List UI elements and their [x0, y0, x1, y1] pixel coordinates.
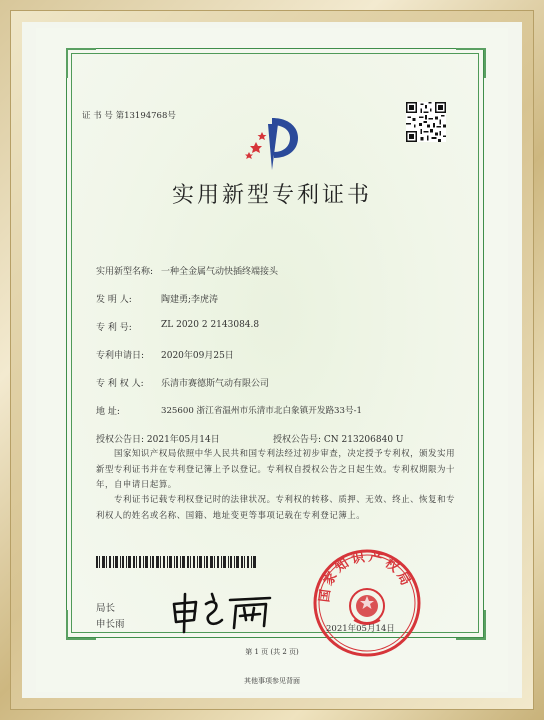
corner-ornament [66, 48, 96, 78]
qr-code-icon [406, 102, 446, 142]
certificate-title: 实用新型专利证书 [171, 183, 372, 208]
grant-number: 授权公告号: CN 213206840 U [273, 435, 404, 445]
grant-date: 授权公告日: 2021年05月14日 [96, 435, 220, 445]
field-label: 专利申请日: [96, 351, 145, 361]
field-value: 2020年09月25日 [161, 351, 234, 361]
field-label: 实用新型名称: [96, 267, 154, 277]
signature-icon [166, 590, 276, 634]
seal-date: 2021年05月14日 [326, 624, 395, 634]
official-seal-icon [310, 546, 424, 660]
field-value: 一种全金属气动快插终端接头 [161, 267, 279, 277]
director-name: 申长雨 [96, 619, 125, 630]
corner-ornament [66, 610, 96, 640]
director-title: 局长 [96, 603, 116, 614]
corner-ornament [456, 610, 486, 640]
barcode-icon [96, 556, 256, 568]
footer-note: 其他事项参见背面 [244, 677, 300, 685]
certificate-page [36, 28, 508, 692]
field-label: 地 址: [96, 407, 120, 417]
corner-ornament [456, 48, 486, 78]
svg-text:国家知识产权局 [316, 549, 414, 603]
field-label: 专 利 权 人: [96, 379, 144, 389]
paragraph-grant: 国家知识产权局依照中华人民共和国专利法经过初步审查，决定授予专利权，颁发实用新型专利证书并在专利登记簿上予以登记。专利权自授权公告之日起生效。专利权期限为十年，自申请日起算。 [96, 448, 456, 489]
field-value: 陶建勇;李虎涛 [161, 295, 219, 305]
field-value: 乐清市赛德斯气动有限公司 [161, 379, 270, 389]
field-label: 专 利 号: [96, 323, 132, 333]
page-number: 第 1 页 (共 2 页) [245, 648, 299, 656]
field-value: ZL 2020 2 2143084.8 [161, 320, 260, 330]
cnipa-logo-icon [232, 112, 312, 172]
field-label: 发 明 人: [96, 295, 132, 305]
seal-text: 国家知识产权局 [317, 549, 415, 604]
field-value: 325600 浙江省温州市乐清市北白象镇开发路33号-1 [161, 406, 362, 416]
paragraph-notice: 专利证书记载专利权登记时的法律状况。专利权的转移、质押、无效、终止、恢复和专利权人的姓名或名称、国籍、地址变更等事项记载在专利登记簿上。 [96, 494, 456, 520]
certificate-number: 证 书 号 第13194768号 [82, 111, 176, 121]
